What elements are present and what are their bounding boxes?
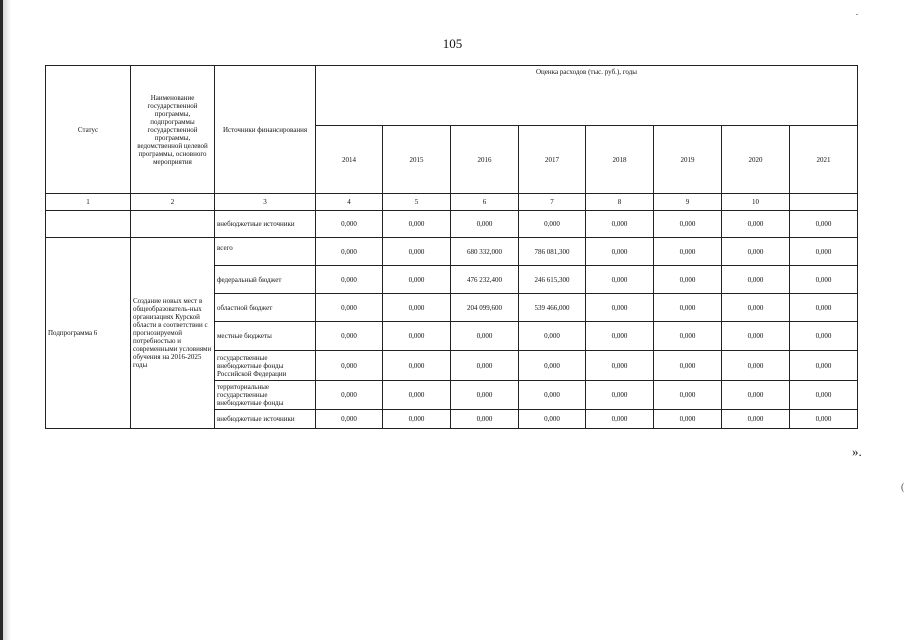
amount-cell: 0,000 xyxy=(519,381,586,410)
amount-cell: 0,000 xyxy=(383,351,451,381)
amount-cell: 0,000 xyxy=(722,294,790,322)
amount-cell: 0,000 xyxy=(316,410,383,429)
col-number: 7 xyxy=(519,194,586,211)
funding-source-label: внебюджетные источники xyxy=(215,410,316,429)
col-number: 6 xyxy=(451,194,519,211)
amount-cell: 0,000 xyxy=(722,351,790,381)
header-funding-sources: Источники финансирования xyxy=(215,66,316,194)
amount-cell: 0,000 xyxy=(316,351,383,381)
amount-cell: 0,000 xyxy=(654,322,722,351)
amount-cell: 0,000 xyxy=(586,381,654,410)
amount-cell: 0,000 xyxy=(316,322,383,351)
amount-cell: 0,000 xyxy=(316,238,383,266)
amount-cell: 0,000 xyxy=(383,381,451,410)
amount-cell: 0,000 xyxy=(383,294,451,322)
scan-speck xyxy=(856,14,858,15)
amount-cell: 0,000 xyxy=(451,410,519,429)
funding-source-label: всего xyxy=(215,238,316,266)
closing-quote-mark: ». xyxy=(852,444,862,459)
year-2018: 2018 xyxy=(586,126,654,194)
amount-cell: 0,000 xyxy=(519,322,586,351)
amount-cell: 0,000 xyxy=(790,322,858,351)
col-number xyxy=(790,194,858,211)
col-number: 3 xyxy=(215,194,316,211)
amount-cell: 476 232,400 xyxy=(451,266,519,294)
col-number: 10 xyxy=(722,194,790,211)
col-number: 8 xyxy=(586,194,654,211)
amount-cell: 0,000 xyxy=(722,266,790,294)
funding-source-label: внебюджетные источники xyxy=(215,211,316,238)
amount-cell: 0,000 xyxy=(316,211,383,238)
amount-cell: 0,000 xyxy=(790,238,858,266)
amount-cell: 0,000 xyxy=(383,266,451,294)
amount-cell: 0,000 xyxy=(790,211,858,238)
header-row-1 xyxy=(46,66,858,126)
table-row-offbudget-prev xyxy=(46,211,858,238)
amount-cell: 0,000 xyxy=(790,410,858,429)
amount-cell: 0,000 xyxy=(790,381,858,410)
amount-cell: 0,000 xyxy=(451,381,519,410)
amount-cell: 0,000 xyxy=(383,322,451,351)
amount-cell: 0,000 xyxy=(722,238,790,266)
funding-source-label: федеральный бюджет xyxy=(215,266,316,294)
scan-left-shadow xyxy=(3,0,11,640)
amount-cell: 0,000 xyxy=(316,381,383,410)
amount-cell: 0,000 xyxy=(451,351,519,381)
amount-cell: 0,000 xyxy=(654,294,722,322)
amount-cell: 0,000 xyxy=(586,294,654,322)
funding-source-label: областной бюджет xyxy=(215,294,316,322)
budget-table xyxy=(45,65,858,429)
amount-cell: 0,000 xyxy=(316,294,383,322)
amount-cell: 246 615,300 xyxy=(519,266,586,294)
amount-cell: 786 081,300 xyxy=(519,238,586,266)
amount-cell: 0,000 xyxy=(586,322,654,351)
year-2017: 2017 xyxy=(519,126,586,194)
amount-cell: 0,000 xyxy=(383,238,451,266)
amount-cell: 0,000 xyxy=(654,266,722,294)
amount-cell: 204 099,600 xyxy=(451,294,519,322)
amount-cell: 0,000 xyxy=(519,351,586,381)
amount-cell: 0,000 xyxy=(790,266,858,294)
column-number-row xyxy=(46,194,858,211)
year-2021: 2021 xyxy=(790,126,858,194)
amount-cell: 0,000 xyxy=(586,266,654,294)
table-row-total xyxy=(46,238,858,266)
year-2019: 2019 xyxy=(654,126,722,194)
amount-cell: 0,000 xyxy=(654,351,722,381)
amount-cell: 0,000 xyxy=(586,410,654,429)
col-number: 5 xyxy=(383,194,451,211)
amount-cell: 0,000 xyxy=(316,266,383,294)
amount-cell: 0,000 xyxy=(654,381,722,410)
funding-source-label: территориальные государственные внебюджетные фонды xyxy=(215,381,316,410)
amount-cell: 0,000 xyxy=(586,351,654,381)
empty-name-cell xyxy=(131,211,215,238)
page-number: 105 xyxy=(442,36,463,51)
year-2015: 2015 xyxy=(383,126,451,194)
amount-cell: 0,000 xyxy=(790,351,858,381)
scan-stray-mark: ( xyxy=(901,482,905,493)
amount-cell: 0,000 xyxy=(654,238,722,266)
amount-cell: 0,000 xyxy=(451,322,519,351)
amount-cell: 0,000 xyxy=(722,410,790,429)
amount-cell: 539 466,000 xyxy=(519,294,586,322)
year-2014: 2014 xyxy=(316,126,383,194)
amount-cell: 0,000 xyxy=(383,410,451,429)
amount-cell: 0,000 xyxy=(722,211,790,238)
amount-cell: 0,000 xyxy=(586,211,654,238)
subprogram-name: Создание новых мест в общеобразователь-ных организациях Курской области в соответствии с прогнозируемой потребностью и современными условиями обучения на 2016-2025 годы xyxy=(131,238,215,429)
year-2020: 2020 xyxy=(722,126,790,194)
col-number: 2 xyxy=(131,194,215,211)
subprogram-status: Подпрограмма 6 xyxy=(46,238,131,429)
col-number: 9 xyxy=(654,194,722,211)
col-number: 1 xyxy=(46,194,131,211)
amount-cell: 680 332,000 xyxy=(451,238,519,266)
amount-cell: 0,000 xyxy=(790,294,858,322)
amount-cell: 0,000 xyxy=(722,381,790,410)
amount-cell: 0,000 xyxy=(519,211,586,238)
amount-cell: 0,000 xyxy=(519,410,586,429)
amount-cell: 0,000 xyxy=(451,211,519,238)
funding-source-label: государственные внебюджетные фонды Российской Федерации xyxy=(215,351,316,381)
year-2016: 2016 xyxy=(451,126,519,194)
amount-cell: 0,000 xyxy=(383,211,451,238)
header-status: Статус xyxy=(46,66,131,194)
amount-cell: 0,000 xyxy=(654,410,722,429)
col-number: 4 xyxy=(316,194,383,211)
empty-status-cell xyxy=(46,211,131,238)
header-program-name: Наименование государственной программы, подпрограммы государственной программы, ведомственной целевой программы, основного мероприятия xyxy=(131,66,215,194)
header-expense-estimate: Оценка расходов (тыс. руб.), годы xyxy=(316,66,858,126)
amount-cell: 0,000 xyxy=(586,238,654,266)
amount-cell: 0,000 xyxy=(722,322,790,351)
amount-cell: 0,000 xyxy=(654,211,722,238)
funding-source-label: местные бюджеты xyxy=(215,322,316,351)
